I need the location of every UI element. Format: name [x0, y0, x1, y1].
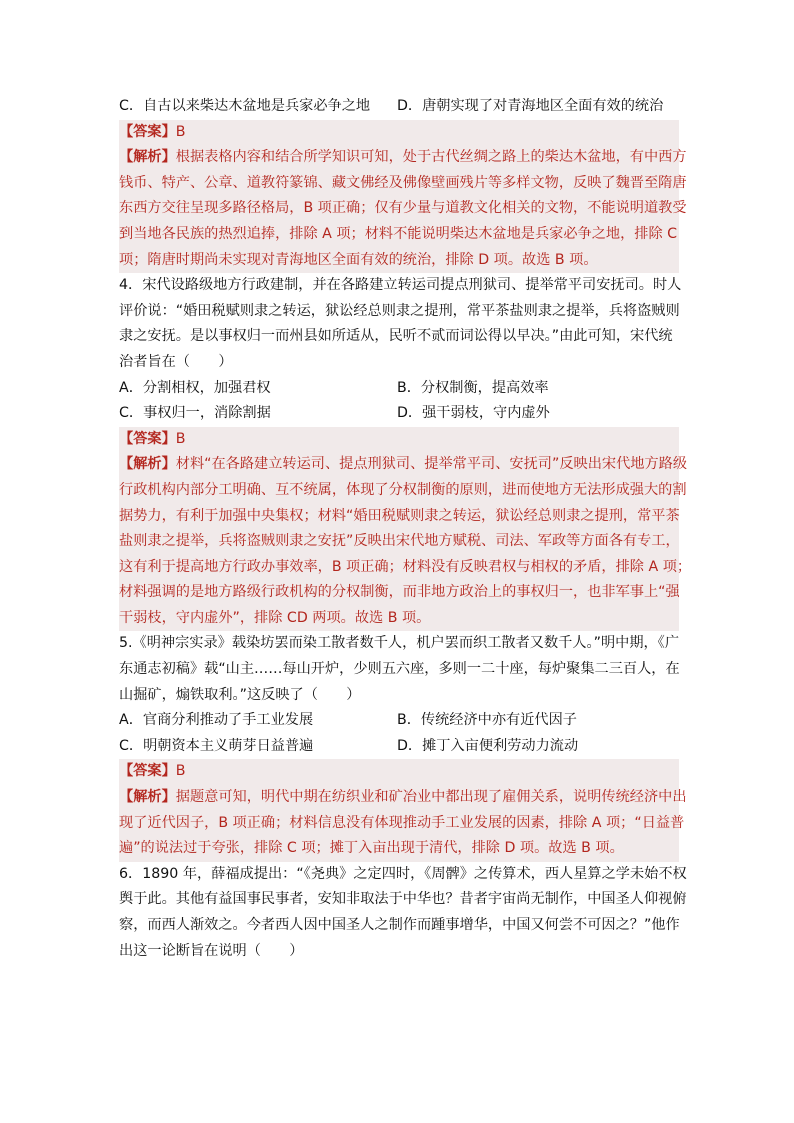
q4-stem-line: 评价说：“婚田税赋则隶之转运，狱讼经总则隶之提刑，常平茶盐则隶之提举，兵将盗贼则 — [119, 302, 680, 319]
q5-option-b: B．传统经济中亦有近代因子 — [397, 712, 577, 729]
q3-analysis-line: 【解析】根据表格内容和结合所学知识可知，处于古代丝绸之路上的柴达木盆地，有中西方 — [119, 149, 687, 166]
q5-stem-line: 东通志初稿》载“山主……每山开炉，少则五六座，多则一二十座，每炉聚集二三百人，在 — [119, 661, 680, 678]
q3-analysis-line: 项；隋唐时期尚未实现对青海地区全面有效的统治，排除 D 项。故选 B 项。 — [119, 251, 598, 268]
q4-analysis-line: 这有利于提高地方行政办事效率，B 项正确；材料没有反映君权与相权的矛盾，排除 A 项； — [119, 558, 692, 575]
q3-options-row — [119, 94, 679, 120]
q6-stem-line: 出这一论断旨在说明（ ） — [119, 942, 304, 959]
question-6 — [119, 862, 687, 964]
q4-options-row — [119, 376, 679, 402]
q5-stem-line: 5.《明神宗实录》载染坊罢而染工散者数千人，机户罢而织工散者又数千人。”明中期，《广 — [119, 635, 680, 652]
q4-analysis-line: 盐则隶之提举，兵将盗贼则隶之安抚”反映出宋代地方赋税、司法、军政等方面各有专工， — [119, 533, 680, 550]
q3-analysis-line: 到当地各民族的热烈追捧，排除 A 项；材料不能说明柴达木盆地是兵家必争之地，排除 C — [119, 225, 678, 242]
q4-analysis-line: 【解析】材料“在各路建立转运司、提点刑狱司、提举常平司、安抚司”反映出宋代地方路级 — [119, 456, 688, 473]
q5-options-row — [119, 708, 679, 734]
q4-answer-box — [119, 427, 692, 632]
q3-answer: 【答案】B — [119, 123, 186, 140]
q5-analysis-line: 遍”的说法过于夸张，排除 C 项；摊丁入亩出现于清代，排除 D 项。故选 B 项。 — [119, 840, 624, 857]
q4-stem-line: 4．宋代设路级地方行政建制，并在各路建立转运司提点刑狱司、提举常平司安抚司。时人 — [119, 277, 682, 294]
q5-analysis-line: 现了近代因子，B 项正确；材料信息没有体现推动手工业发展的因素，排除 A 项；“日益普 — [119, 814, 685, 831]
q4-analysis-line: 行政机构内部分工明确、互不统属，体现了分权制衡的原则，进而使地方无法形成强大的割 — [119, 481, 687, 498]
q4-stem-line: 隶之安抚。是以事权归一而州县如所适从，民听不贰而词讼得以早决。”由此可知，宋代统 — [119, 328, 673, 345]
q4-option-c: C．事权归一，消除割据 — [119, 405, 271, 422]
q5-analysis-line: 【解析】据题意可知，明代中期在纺织业和矿冶业中都出现了雇佣关系，说明传统经济中出 — [119, 789, 687, 806]
q4-answer: 【答案】B — [119, 430, 186, 447]
q4-analysis-line: 据势力，有利于加强中央集权；材料“婚田税赋则隶之转运，狱讼经总则隶之提刑，常平茶 — [119, 507, 680, 524]
q4-options-row — [119, 401, 679, 427]
q3-option-d: D．唐朝实现了对青海地区全面有效的统治 — [397, 98, 664, 114]
q5-answer: 【答案】B — [119, 763, 186, 780]
q4-option-a: A．分割相权，加强君权 — [119, 379, 271, 396]
q6-stem-line: 6．1890 年，薛福成提出：“《尧典》之定四时，《周髀》之传算术，西人星算之学未始不权 — [119, 865, 687, 882]
q5-answer-box — [119, 759, 687, 861]
q5-option-c: C．明朝资本主义萌芽日益普遍 — [119, 737, 314, 754]
q5-option-d: D．摊丁入亩便利劳动力流动 — [397, 737, 579, 754]
q3-answer-box — [119, 120, 687, 274]
q4-stem-line: 治者旨在（ ） — [119, 353, 233, 370]
q4-option-d: D．强干弱枝，守内虚外 — [397, 405, 550, 422]
q6-stem-line: 舆于此。其他有益国事民事者，安知非取法于中华也？昔者宇宙尚无制作，中国圣人仰视俯 — [119, 891, 687, 908]
q3-analysis-line: 钱币、特产、公章、道教符篆锦、藏文佛经及佛像壁画残片等多样文物，反映了魏晋至隋唐 — [119, 174, 687, 191]
q5-stem-line: 山掘矿，煽铁取利。”这反映了（ ） — [119, 686, 361, 703]
q4-option-b: B．分权制衡，提高效率 — [397, 379, 549, 396]
q4-analysis-line: 干弱枝，守内虚外”，排除 CD 两项。故选 B 项。 — [119, 609, 431, 626]
q5-option-a: A．官商分利推动了手工业发展 — [119, 712, 314, 729]
q5-options-row — [119, 734, 679, 760]
q3-analysis-line: 东西方交往呈现多路径格局，B 项正确；仅有少量与道教文化相关的文物，不能说明道教受 — [119, 200, 687, 217]
document-content — [119, 94, 692, 964]
q3-option-c: C．自古以来柴达木盆地是兵家必争之地 — [119, 98, 371, 114]
question-5 — [119, 631, 679, 759]
q4-analysis-line: 材料强调的是地方路级行政机构的分权制衡，而非地方政治上的事权归一，也非军事上“强 — [119, 584, 680, 601]
q6-stem-line: 察，而西人渐效之。今者西人因中国圣人之制作而踵事增华，中国又何尝不可因之？”他作 — [119, 917, 680, 933]
question-4 — [119, 273, 682, 427]
